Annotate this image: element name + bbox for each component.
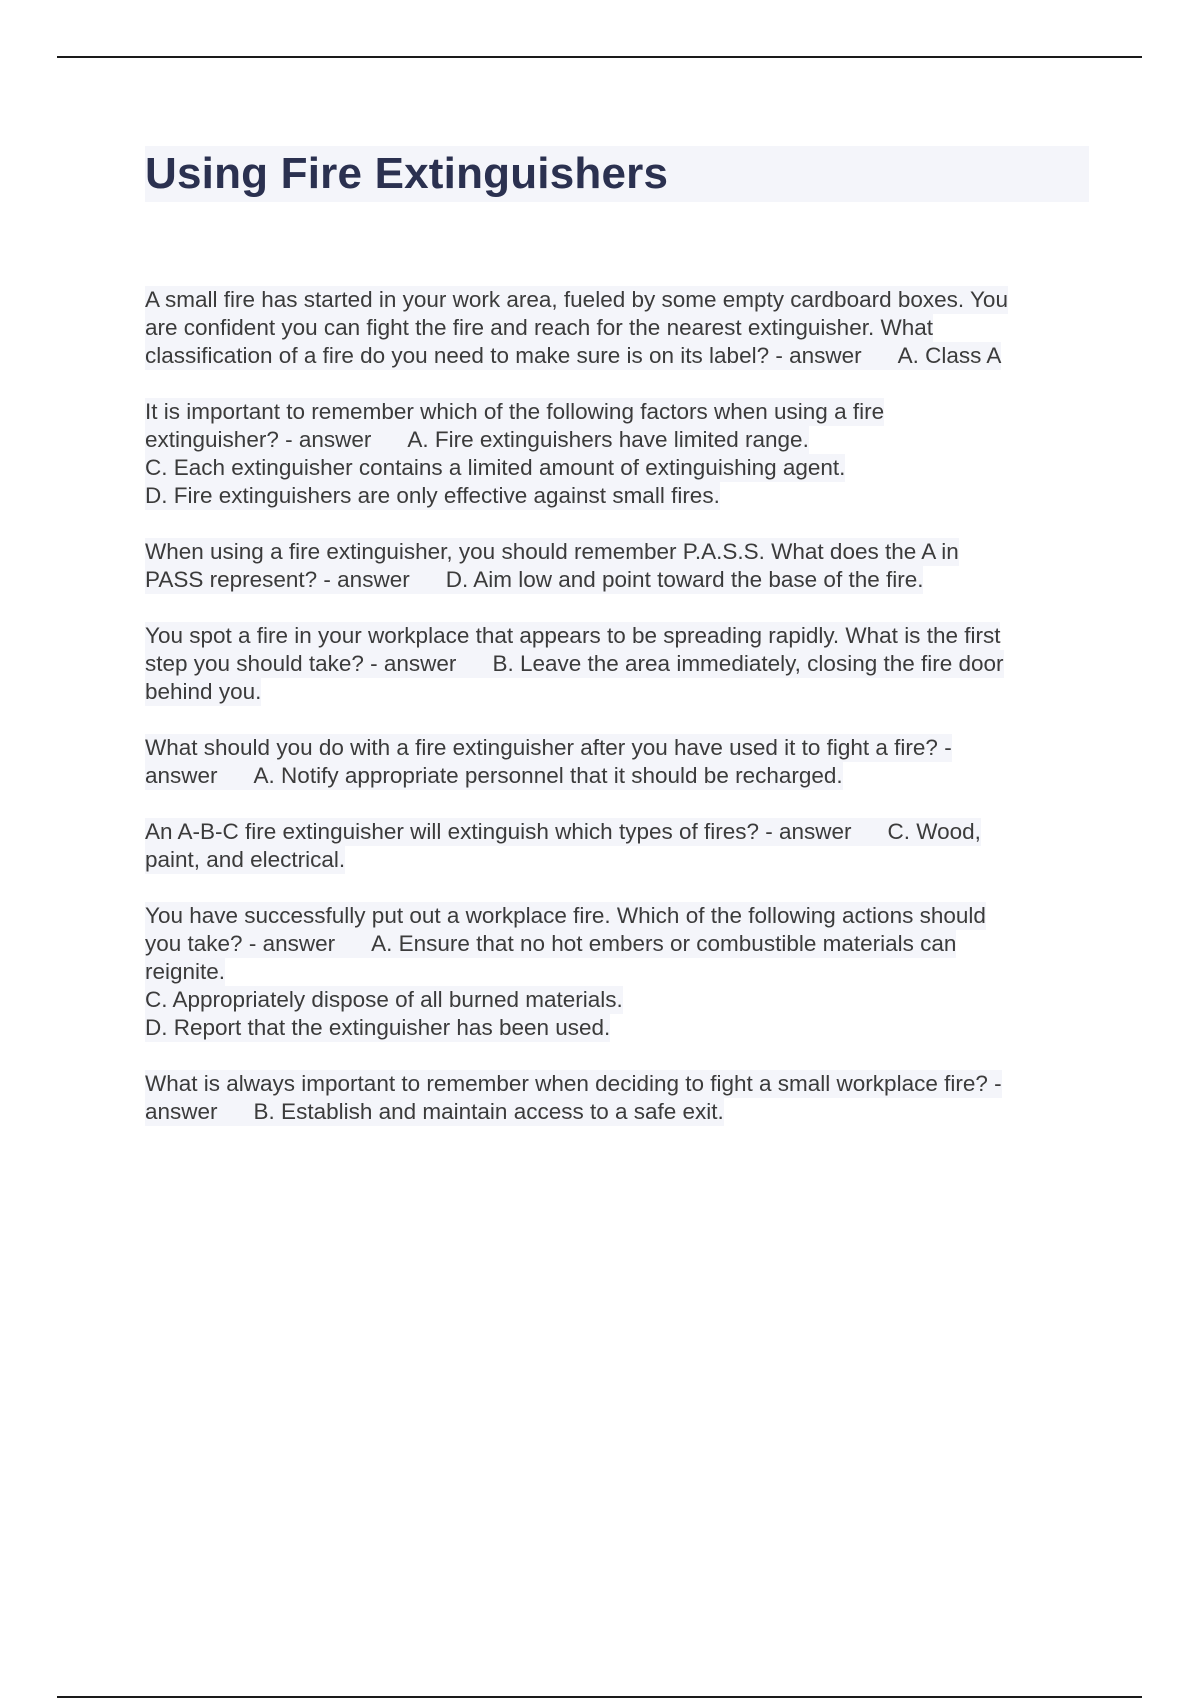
- question-answer-line: [145, 342, 1001, 370]
- question-line: When using a fire extinguisher, you should remember P.A.S.S. What does the A in: [145, 539, 959, 564]
- question-text: PASS represent? - answer: [145, 567, 410, 592]
- qa-item: [145, 734, 1090, 790]
- answer-text: A. Class A: [897, 343, 1002, 368]
- answer-text: B. Leave the area immediately, closing the fire door: [492, 651, 1004, 676]
- question-text: you take? - answer: [145, 931, 336, 956]
- question-answer-line: [145, 1098, 724, 1126]
- answer-text: B. Establish and maintain access to a safe exit.: [253, 1099, 724, 1124]
- answer-text: A. Notify appropriate personnel that it should be recharged.: [253, 763, 843, 788]
- qa-list: [145, 286, 1090, 1126]
- question-answer-line: [145, 930, 956, 958]
- question-answer-line: [145, 650, 1004, 678]
- question-text: step you should take? - answer: [145, 651, 457, 676]
- qa-item: [145, 398, 1090, 510]
- question-answer-line: [145, 762, 843, 790]
- question-line: It is important to remember which of the following factors when using a fire: [145, 399, 885, 424]
- answer-text: D. Aim low and point toward the base of the fire.: [445, 567, 924, 592]
- qa-item: [145, 1070, 1090, 1126]
- answer-line: paint, and electrical.: [145, 847, 346, 872]
- question-answer-line: [145, 426, 809, 454]
- bottom-rule: [57, 1696, 1142, 1698]
- question-text: extinguisher? - answer: [145, 427, 372, 452]
- question-line: What should you do with a fire extinguisher after you have used it to fight a fire? -: [145, 735, 952, 760]
- answer-line: behind you.: [145, 679, 262, 704]
- question-answer-line: [145, 818, 981, 846]
- question-answer-line: [145, 566, 923, 594]
- top-rule: [57, 56, 1142, 58]
- question-line: What is always important to remember when deciding to fight a small workplace fire? -: [145, 1071, 1002, 1096]
- answer-text: A. Ensure that no hot embers or combustible materials can: [371, 931, 957, 956]
- question-line: You have successfully put out a workplace fire. Which of the following actions should: [145, 903, 986, 928]
- qa-item: [145, 286, 1090, 370]
- answer-line: reignite.: [145, 959, 226, 984]
- question-text: answer: [145, 763, 218, 788]
- question-text: An A-B-C fire extinguisher will extinguish which types of fires? - answer: [145, 819, 852, 844]
- answer-text: A. Fire extinguishers have limited range.: [407, 427, 809, 452]
- qa-item: [145, 818, 1090, 874]
- qa-item: [145, 538, 1090, 594]
- question-line: You spot a fire in your workplace that appears to be spreading rapidly. What is the first: [145, 623, 1001, 648]
- answer-line: C. Each extinguisher contains a limited amount of extinguishing agent.: [145, 455, 846, 480]
- answer-line: D. Fire extinguishers are only effective against small fires.: [145, 483, 720, 508]
- title-band: [145, 146, 1089, 202]
- question-text: answer: [145, 1099, 218, 1124]
- qa-item: [145, 902, 1090, 1042]
- page-title: Using Fire Extinguishers: [145, 149, 669, 198]
- answer-line: C. Appropriately dispose of all burned materials.: [145, 987, 623, 1012]
- answer-line: D. Report that the extinguisher has been used.: [145, 1015, 611, 1040]
- question-text: classification of a fire do you need to make sure is on its label? - answer: [145, 343, 862, 368]
- question-line: A small fire has started in your work area, fueled by some empty cardboard boxes. You: [145, 287, 1008, 312]
- answer-text: C. Wood,: [887, 819, 981, 844]
- question-line: are confident you can fight the fire and reach for the nearest extinguisher. What: [145, 315, 933, 340]
- qa-item: [145, 622, 1090, 706]
- document-body: [145, 146, 1090, 1154]
